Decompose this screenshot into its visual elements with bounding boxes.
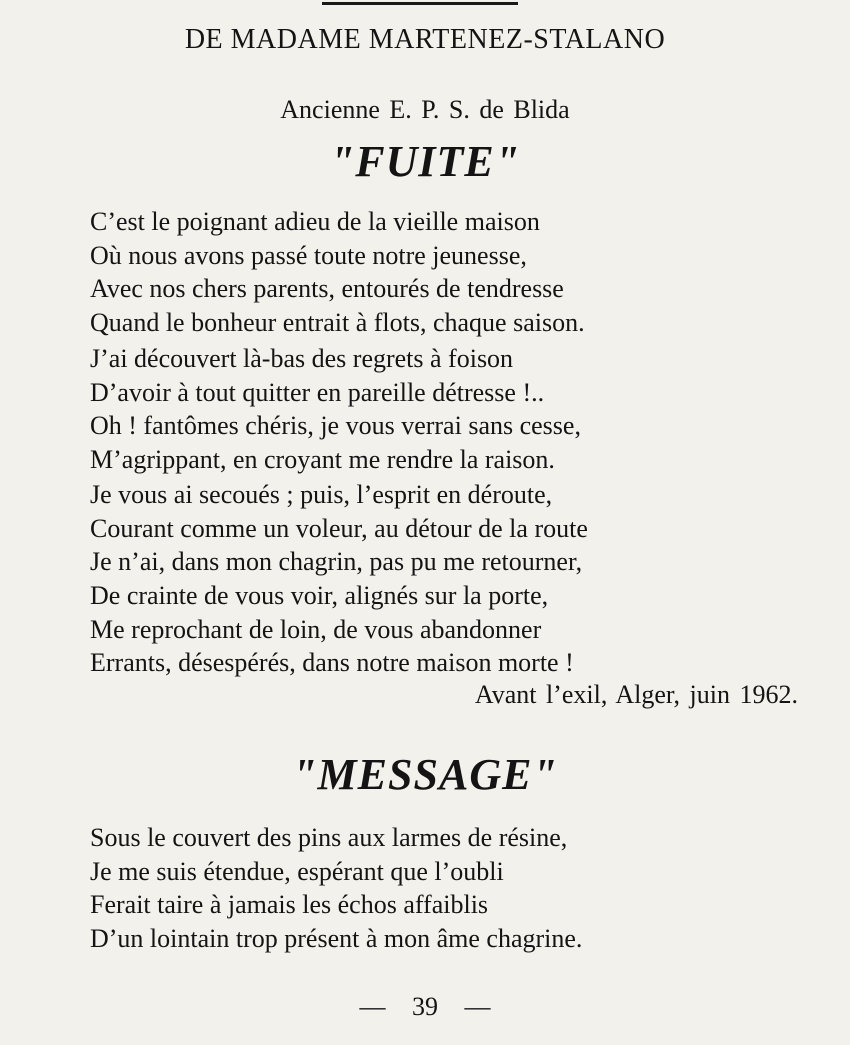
stanza-message: [90, 821, 810, 956]
author-heading: DE MADAME MARTENEZ-STALANO: [184, 24, 666, 55]
verse-line: Sous le couvert des pins aux larmes de résine,: [90, 823, 568, 852]
school-subheading: Ancienne E. P. S. de Blida: [280, 95, 570, 124]
verse-line: Je vous ai secoués ; puis, l’esprit en déroute,: [90, 480, 553, 509]
poem-title-message: "MESSAGE": [292, 750, 558, 799]
verse-line: Où nous avons passé toute notre jeunesse,: [90, 240, 527, 270]
verse-line: Ferait taire à jamais les échos affaiblis: [90, 890, 489, 920]
verse-line: Oh ! fantômes chéris, je vous verrai sans cesse,: [90, 411, 581, 441]
verse-line: Quand le bonheur entrait à flots, chaque saison.: [90, 308, 585, 338]
verse-line: D’un lointain trop présent à mon âme chagrine.: [90, 924, 583, 954]
stanza-3: [90, 478, 810, 680]
top-rule: [322, 2, 518, 5]
verse-line: De crainte de vous voir, alignés sur la porte,: [90, 581, 549, 611]
poem-signature: Avant l’exil, Alger, juin 1962.: [474, 680, 798, 709]
verse-line: M’agrippant, en croyant me rendre la raison.: [90, 445, 555, 475]
verse-line: D’avoir à tout quitter en pareille détresse !..: [90, 377, 545, 407]
verse-line: Avec nos chers parents, entourés de tendresse: [90, 274, 564, 304]
page-number: — 39 —: [359, 992, 491, 1021]
verse-line: Courant comme un voleur, au détour de la route: [90, 513, 588, 543]
verse-line: C’est le poignant adieu de la vieille maison: [90, 207, 540, 236]
verse-line: J’ai découvert là-bas des regrets à foison: [90, 344, 514, 373]
verse-line: Errants, désespérés, dans notre maison morte !: [90, 648, 574, 678]
stanza-2: [90, 342, 810, 477]
verse-line: Je me suis étendue, espérant que l’oubli: [90, 856, 504, 886]
verse-line: Me reprochant de loin, de vous abandonner: [90, 614, 542, 644]
poem-title-fuite: "FUITE": [329, 137, 521, 186]
verse-line: Je n’ai, dans mon chagrin, pas pu me retourner,: [90, 547, 583, 577]
stanza-1: [90, 205, 810, 340]
